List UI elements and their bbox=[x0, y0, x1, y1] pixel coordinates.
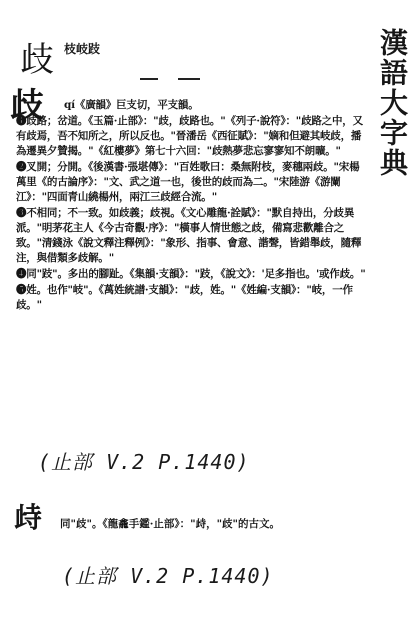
head-character-2: 歭 bbox=[14, 501, 43, 534]
sense-2: ❷叉開；分開。《後漢書·張堪傳》："百姓歌曰：桑無附枝，麥穗兩歧。"宋楊萬里《的古論序》："文、武之道一也，後世的歧而為二。"宋陸游《游闌江》："四面青山繞楊州，兩江三歧經合流。" bbox=[16, 161, 360, 203]
handwritten-reference: (止部 V.2 P.1440) bbox=[38, 450, 250, 474]
sense-3: ❸不相同；不一致。如歧義；歧視。《文心雕龍·詮賦》："默自持出，分歧異派。"明茅花主人《今古奇觀·序》："橫事人情世態之歧，備寫悲歡離合之致。"清錢泳《說文釋注釋例》："象形、指事、會意、諧聲，皆錯舉歧，隨釋注，與借類多歧解。" bbox=[16, 207, 362, 264]
head-character-small: 歧 bbox=[20, 40, 54, 80]
dictionary-title: 漢語大字典 bbox=[376, 28, 409, 178]
handwritten-reference-2: (止部 V.2 P.1440) bbox=[62, 564, 274, 588]
pronunciation-line: qí《廣韻》巨支切，平支韻。 bbox=[64, 99, 199, 111]
dictionary-entry-2: 同"歧"。《龍龕手鑑·止部》："歭，"歧"的古文。 bbox=[60, 518, 281, 530]
sense-1: ❶歧路；岔道。《玉篇·止部》："歧，歧路也。"《列子·說符》："歧路之中，又有歧焉，吾不知所之，所以反也。"晉潘岳《西征賦》："嫡和但避其岐歧，播為遷異夕贊揭。"《紅樓夢》第七十六回："歧熱夢悲忘寥寥知不朗曠。" bbox=[16, 115, 363, 157]
sense-5: ❺姓。也作"岐"。《萬姓統譜·支韻》："歧，姓。"《姓編·支韻》："岐，一作歧。" bbox=[16, 284, 353, 311]
head-character: 歧 bbox=[10, 86, 44, 126]
divider-line bbox=[140, 78, 158, 80]
variant-forms: 枝岐跂 bbox=[64, 42, 101, 56]
divider-line bbox=[178, 78, 200, 80]
dictionary-entry bbox=[16, 98, 366, 314]
sense-4: ❹同"跂"。多出的腳趾。《集韻·支韻》："跂，《說文》：'足多指也。'或作歧。" bbox=[16, 268, 366, 280]
